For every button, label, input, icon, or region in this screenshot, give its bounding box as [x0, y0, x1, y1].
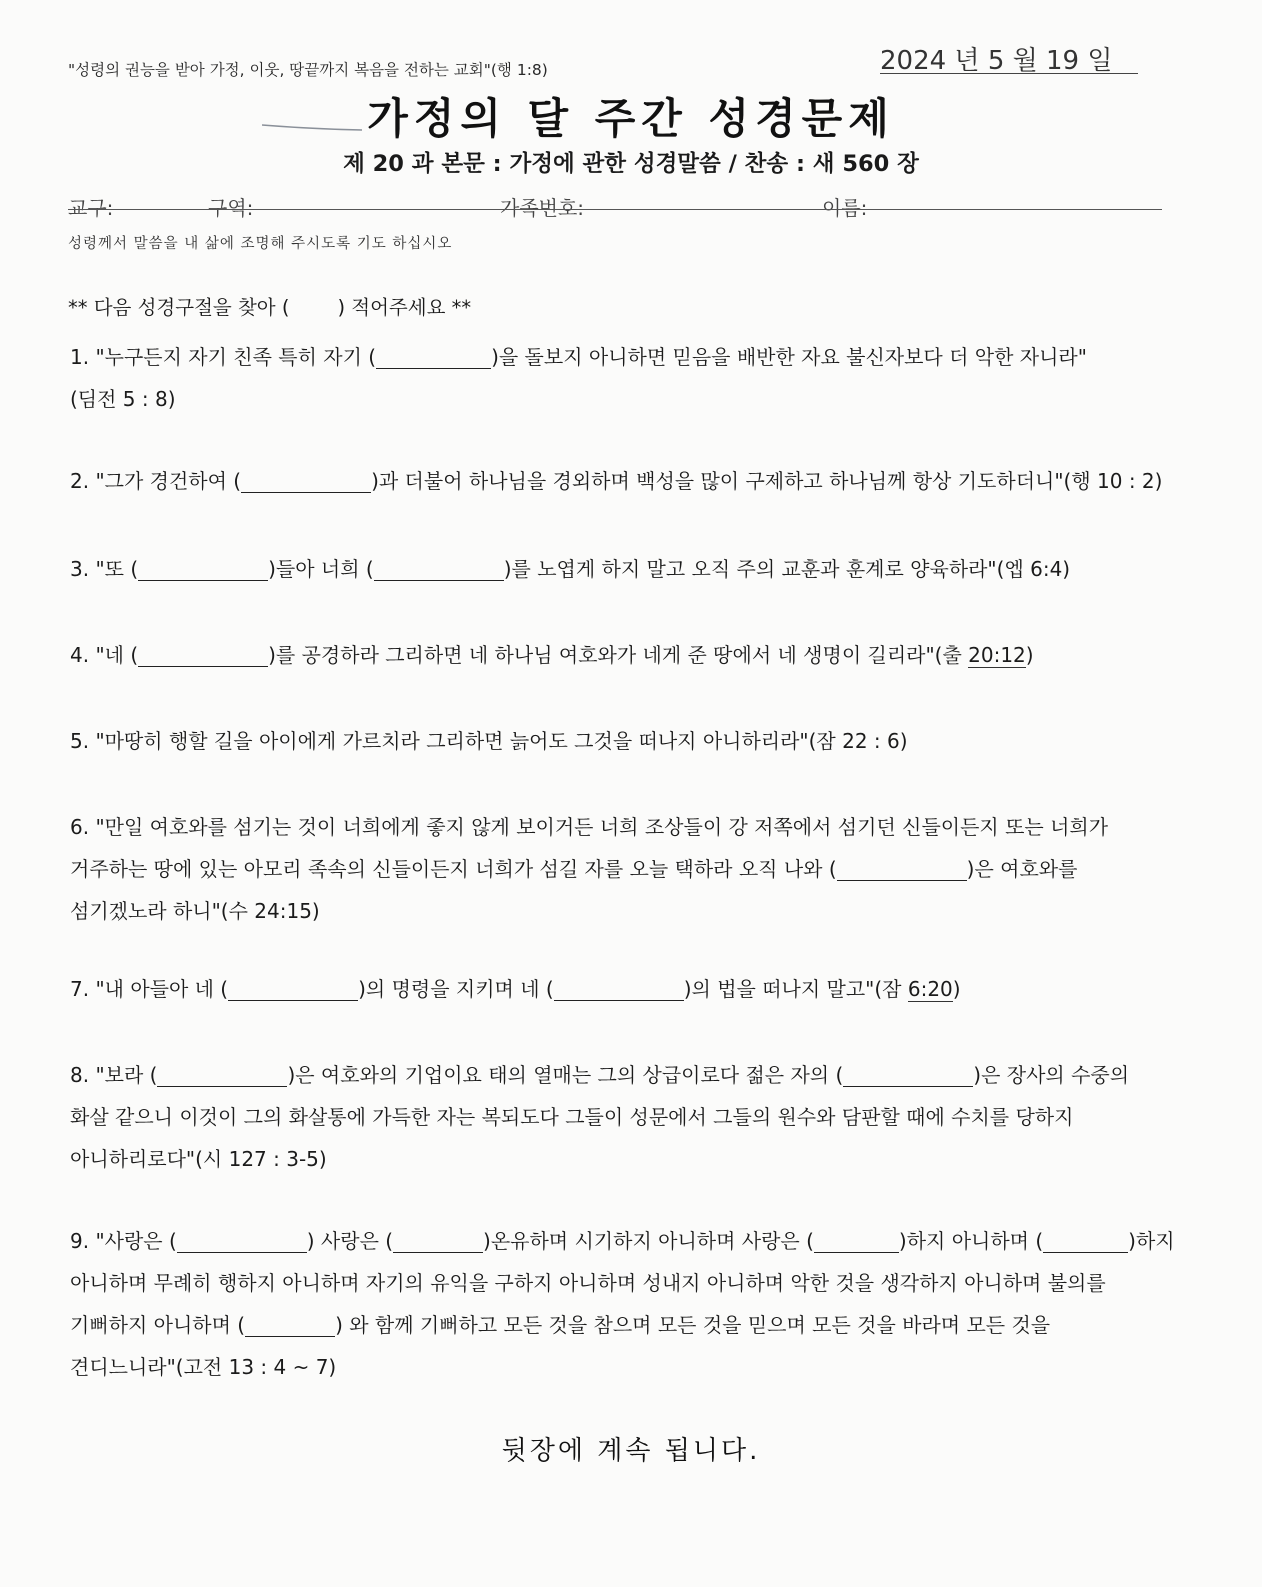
page-title: 가정의 달 주간 성경문제	[367, 94, 895, 143]
lesson-subtitle: 제 20 과 본문 : 가정에 관한 성경말씀 / 찬송 : 새 560 장	[343, 151, 919, 177]
question-3: 3. "또 ( )들아 너희 ( )를 노엽게 하지 말고 오직 주의 교훈과 훈계로 양육하라"(엡 6:4)	[70, 557, 1071, 581]
answer-blank[interactable]	[245, 1315, 335, 1337]
answer-blank[interactable]	[393, 1231, 483, 1253]
answer-blank[interactable]	[138, 645, 268, 667]
district-label: 구역:	[208, 196, 254, 220]
answer-blank[interactable]	[376, 347, 491, 369]
question-2: 2. "그가 경건하여 ( )과 더불어 하나님을 경외하며 백성을 많이 구제하고 하나님께 항상 기도하더니"(행 10 : 2)	[70, 469, 1163, 493]
church-motto: "성령의 권능을 받아 가정, 이웃, 땅끝까지 복음을 전하는 교회"(행 1:8)	[68, 61, 548, 79]
date-underline	[880, 73, 1138, 74]
info-underline	[68, 209, 1162, 210]
question-7: 7. "내 아들아 네 ( )의 명령을 지키며 네 ( )의 법을 떠나지 말고"(잠 6:20)	[70, 977, 961, 1001]
answer-blank[interactable]	[843, 1065, 973, 1087]
answer-blank[interactable]	[1043, 1231, 1128, 1253]
question-4: 4. "네 ( )를 공경하라 그리하면 네 하나님 여호와가 네게 준 땅에서 네 생명이 길리라"(출 20:12)	[70, 643, 1034, 667]
instructions: ** 다음 성경구절을 찾아 ( ) 적어주세요 **	[68, 296, 472, 319]
parish-label: 교구:	[68, 196, 114, 220]
answer-blank[interactable]	[837, 859, 967, 881]
family-number-label: 가족번호:	[500, 196, 585, 220]
answer-blank[interactable]	[374, 559, 504, 581]
question-6: 6. "만일 여호와를 섬기는 것이 너희에게 좋지 않게 보이거든 너희 조상들이 강 저쪽에서 섬기던 신들이든지 또는 너희가 거주하는 땅에 있는 아모리 족속의 신들이든지 너희가 섬길 자를 오늘 택하라 오직 나와 ( )은 여호와를 섬기겠노라 하니"(수 24:15)	[70, 815, 1109, 923]
answer-blank[interactable]	[177, 1231, 307, 1253]
answer-blank[interactable]	[814, 1231, 899, 1253]
answer-blank[interactable]	[554, 979, 684, 1001]
prayer-note: 성령께서 말씀을 내 삶에 조명해 주시도록 기도 하십시오	[68, 236, 453, 252]
answer-blank[interactable]	[228, 979, 358, 1001]
handwritten-date: 2024 년 5 월 19 일	[880, 46, 1113, 76]
question-8: 8. "보라 ( )은 여호와의 기업이요 태의 열매는 그의 상급이로다 젊은 자의 ( )은 장사의 수중의 화살 같으니 이것이 그의 화살통에 가득한 자는 복되도다 그들이 성문에서 그들의 원수와 담판할 때에 수치를 당하지 아니하리로다"(시 127 : 3-5)	[70, 1063, 1130, 1171]
question-1: 1. "누구든지 자기 친족 특히 자기 ( )을 돌보지 아니하면 믿음을 배반한 자요 불신자보다 더 악한 자니라" (딤전 5 : 8)	[70, 345, 1087, 411]
answer-blank[interactable]	[157, 1065, 287, 1087]
answer-blank[interactable]	[138, 559, 268, 581]
answer-blank[interactable]	[241, 471, 371, 493]
question-5: 5. "마땅히 행할 길을 아이에게 가르치라 그리하면 늙어도 그것을 떠나지 아니하리라"(잠 22 : 6)	[70, 729, 908, 753]
name-label: 이름:	[822, 196, 868, 220]
continued-footer: 뒷장에 계속 됩니다.	[501, 1436, 761, 1466]
question-9: 9. "사랑은 ( ) 사랑은 ( )온유하며 시기하지 아니하며 사랑은 ( )하지 아니하며 ( )하지 아니하며 무례히 행하지 아니하며 자기의 유익을 구하지 아니하며 성내지 아니하며 악한 것을 생각하지 아니하며 불의를 기뻐하지 아니하며 ( ) 와 함께 기뻐하고 모든 것을 참으며 모든 것을 믿으며 모든 것을 바라며 모든 것을 견디느니라"(고전 13 : 4 ~ 7)	[70, 1229, 1175, 1379]
